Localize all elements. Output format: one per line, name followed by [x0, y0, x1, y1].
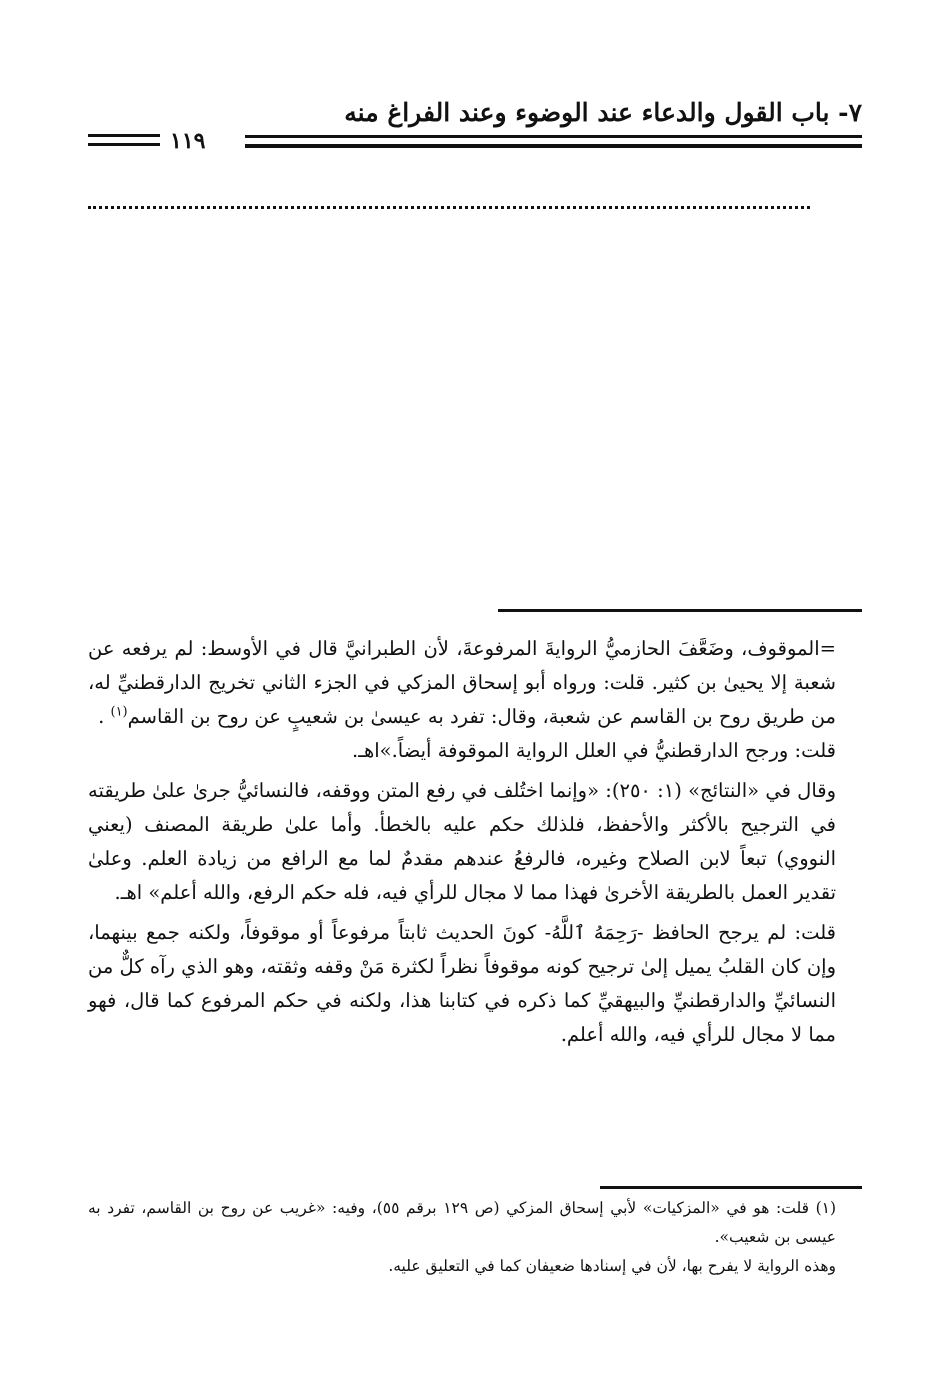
header-rule-right	[245, 135, 862, 148]
notes-block	[88, 632, 836, 1058]
header-rule-left	[88, 134, 160, 146]
footnotes-separator	[600, 1186, 862, 1189]
running-header-title: ٧- باب القول والدعاء عند الوضوء وعند الفراغ منه	[344, 98, 862, 127]
notes-paragraph-text: =الموقوف، وضَعَّفَ الحازميُّ الروايةَ المرفوعةَ، لأن الطبرانيَّ قال في الأوسط: لم يرفعه عن شعبة إلا يحيىٰ بن كثير. قلت: ورواه أبو إسحاق المزكي في الجزء الثاني تخريج الدارقطنيِّ له، من طريق روح بن القاسم عن شعبة، وقال: تفرد به عيسىٰ بن شعيبٍ عن روح بن القاسم	[88, 637, 836, 728]
footnote-item: وهذه الرواية لا يفرح بها، لأن في إسنادها ضعيفان كما في التعليق عليه.	[388, 1257, 836, 1275]
footnotes-block	[88, 1194, 836, 1281]
notes-paragraph-text: قلت: ورجح الدارقطنيُّ في العلل الرواية الموقوفة أيضاً.»اهـ.	[352, 739, 836, 762]
notes-paragraph: وقال في «النتائج» (١: ٢٥٠): «وإنما اختُلف في رفع المتن ووقفه، فالنسائيُّ جرىٰ علىٰ طريقته في الترجيح بالأكثر والأحفظ، فلذلك حكم عليه بالخطأ. وأما علىٰ طريقة المصنف (يعني النووي) تبعاً لابن الصلاح وغيره، فالرفعُ عندهم مقدمٌ لما مع الرافع من زيادة العلم. وعلىٰ تقدير العمل بالطريقة الأخرىٰ فهذا مما لا مجال للرأي فيه، فله حكم الرفع، والله أعلم» اهـ.	[88, 779, 836, 904]
dotted-divider	[88, 206, 810, 209]
footnote-reference: (١)	[110, 704, 128, 720]
page-number: ١١٩	[170, 128, 206, 154]
notes-paragraph: قلت: لم يرجح الحافظ -رَحِمَهُ ٱللَّهُ- كونَ الحديث ثابتاً مرفوعاً أو موقوفاً، ولكنه جمع بينهما، وإن كان القلبُ يميل إلىٰ ترجيح كونه موقوفاً نظراً لكثرة مَنْ وقفه وثقته، وهو الذي رآه كلٌّ من النسائيِّ والدارقطنيِّ والبيهقيِّ كما ذكره في كتابنا هذا، ولكنه في حكم المرفوع كما قال، فهو مما لا مجال للرأي فيه، والله أعلم.	[88, 921, 836, 1046]
footnote-item: (١) قلت: هو في «المزكيات» لأبي إسحاق المزكي (ص ١٢٩ برقم ٥٥)، وفيه: «غريب عن روح بن القاسم، تفرد به عيسى بن شعيب».	[88, 1199, 837, 1246]
notes-paragraph-end: .	[98, 705, 105, 728]
notes-paragraph	[88, 632, 836, 768]
notes-separator	[498, 609, 862, 612]
